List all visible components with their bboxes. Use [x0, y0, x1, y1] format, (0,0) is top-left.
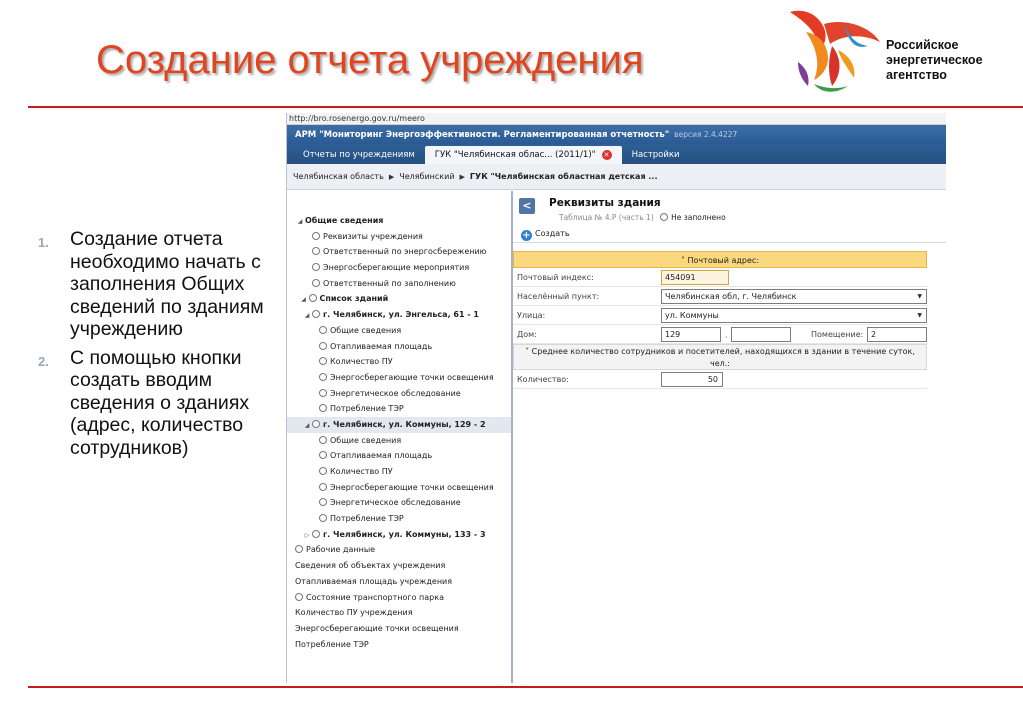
postal-index-label: Почтовый индекс: [517, 273, 594, 282]
tree-item-label: г. Челябинск, ул. Коммуны, 133 - 3 [323, 529, 486, 539]
status-radio-icon [312, 232, 320, 240]
step-number: 1. [38, 235, 49, 250]
tree-item-label: Энергетическое обследование [330, 388, 461, 398]
tree-item[interactable] [287, 401, 511, 417]
tree-item[interactable] [287, 417, 511, 433]
tree-item[interactable] [287, 433, 511, 449]
step-text: С помощью кнопки создать вводим сведения о зданиях (адрес, количество сотрудников) [70, 346, 250, 459]
status-radio-icon [319, 451, 327, 459]
instruction-step [38, 228, 270, 341]
app-title: АРМ "Мониторинг Энергоэффективности. Регламентированная отчетность" [295, 130, 670, 140]
dropdown-arrow-icon[interactable]: ▼ [917, 293, 922, 300]
staff-count-section[interactable] [513, 344, 927, 370]
tab-institution-reports[interactable] [293, 146, 425, 164]
breadcrumb-arrow-icon: ▶ [388, 173, 395, 181]
street-label: Улица: [517, 311, 546, 320]
slide-title: Создание отчета учреждения [96, 38, 644, 82]
status-radio-icon [295, 593, 303, 601]
tree-item-label: Отапливаемая площадь учреждения [295, 576, 453, 586]
tree-item-label: Общие сведения [330, 435, 402, 445]
tree-item[interactable] [287, 386, 511, 402]
tab-label: Настройки [631, 150, 680, 160]
house-input[interactable]: 129 [661, 327, 721, 342]
app-body [287, 191, 946, 683]
tree-item-label: Отапливаемая площадь [330, 451, 433, 461]
house-row [513, 325, 927, 344]
house-label: Дом: [517, 330, 537, 339]
tree-item-label: Энергосберегающие мероприятия [323, 263, 470, 273]
tree-item-label: Ответственный по заполнению [323, 278, 456, 288]
postal-address-section[interactable] [513, 251, 927, 268]
status-radio-icon [319, 342, 327, 350]
tree-item-label: Количество ПУ [330, 467, 393, 476]
breadcrumb-arrow-icon: ▶ [459, 173, 465, 181]
tree-item[interactable] [287, 448, 511, 464]
tree-item-label: Энергосберегающие точки освещения [295, 623, 459, 633]
expand-arrow-icon[interactable]: ◢ [297, 218, 303, 225]
tab-label: ГУК "Челябинская облас... (2011/1)" [434, 150, 596, 160]
status-radio-icon [319, 357, 327, 365]
tab-bar [287, 144, 946, 164]
street-value: ул. Коммуны [665, 311, 719, 320]
tree-item-label: Количество ПУ [330, 357, 393, 367]
status-radio-icon [312, 310, 320, 318]
tree-item-label: Энергетическое обследование [330, 498, 461, 508]
tree-item[interactable] [287, 213, 511, 229]
count-row [513, 370, 927, 389]
tree-item[interactable] [287, 323, 511, 339]
tree-item-label: Потребление ТЭР [295, 639, 369, 649]
tree-item[interactable] [287, 590, 511, 606]
postal-index-input[interactable]: 454091 [661, 270, 729, 285]
count-label: Количество: [517, 375, 569, 384]
tree-item[interactable] [287, 511, 511, 527]
breadcrumb-item[interactable]: Челябинская область [293, 172, 384, 181]
tree-item-label: г. Челябинск, ул. Коммуны, 129 - 2 [323, 419, 486, 429]
tab-label: Отчеты по учреждениям [303, 150, 415, 160]
tree-item-label: Энергосберегающие точки освещения [330, 482, 494, 492]
create-button[interactable] [513, 225, 946, 243]
back-button[interactable]: < [519, 198, 535, 214]
app-version: версия 2.4.4227 [674, 130, 738, 139]
tree-item-label: Потребление ТЭР [330, 514, 404, 524]
instruction-step [38, 347, 270, 460]
tree-item-label: Рабочие данные [306, 545, 376, 555]
tree-item-label: Общие сведения [305, 216, 384, 225]
building-details-panel [513, 191, 946, 683]
report-tree [287, 191, 513, 683]
expand-arrow-icon[interactable]: ◢ [301, 296, 306, 304]
panel-title: Реквизиты здания [549, 197, 661, 209]
tree-item-label: Энергосберегающие точки освещения [330, 372, 494, 382]
fill-status: Не заполнено [671, 213, 726, 222]
tree-item-label: Отапливаемая площадь [330, 341, 433, 351]
status-radio-icon [319, 483, 327, 491]
step-text: Создание отчета необходимо начать с заполнения Общих сведений по зданиям учреждению [70, 228, 264, 340]
expand-arrow-icon[interactable]: ◢ [304, 421, 310, 429]
instruction-list [38, 228, 270, 465]
tree-item[interactable] [287, 480, 511, 496]
room-label: Помещение: [811, 330, 864, 339]
tree-item-label: Ответственный по энергосбережению [323, 247, 487, 257]
tree-item-label: Реквизиты учреждения [323, 231, 423, 241]
app-screenshot [286, 113, 946, 683]
tree-item[interactable] [287, 370, 511, 386]
tree-item[interactable] [287, 542, 511, 558]
app-title-bar [287, 125, 946, 144]
status-radio-icon [312, 279, 320, 287]
breadcrumb-item[interactable]: Челябинский [399, 172, 455, 181]
tree-item[interactable] [287, 605, 511, 621]
tree-item-label: Сведения об объектах учреждения [295, 561, 446, 571]
breadcrumb-item-current: ГУК "Челябинская областная детская ... [469, 172, 658, 181]
tree-item[interactable] [287, 637, 511, 653]
status-radio-icon [319, 389, 327, 397]
status-radio-icon [312, 530, 320, 538]
dropdown-arrow-icon[interactable]: ▼ [917, 312, 922, 319]
building-input[interactable] [731, 327, 791, 342]
status-radio-icon [295, 545, 303, 553]
tree-item[interactable] [287, 464, 511, 480]
breadcrumb [287, 164, 946, 190]
panel-subtitle [559, 213, 726, 222]
tree-item[interactable] [287, 621, 511, 637]
tree-item[interactable] [287, 307, 511, 323]
status-radio-icon [312, 420, 320, 428]
expand-arrow-icon[interactable]: ◢ [304, 312, 310, 320]
status-radio-icon [319, 373, 327, 381]
status-radio-icon [319, 514, 327, 522]
locality-label: Населённый пункт: [517, 292, 600, 301]
status-radio-icon [319, 404, 327, 412]
tree-item[interactable] [287, 291, 511, 307]
tree-item[interactable] [287, 354, 511, 370]
bottom-divider [28, 686, 1023, 688]
status-radio-icon [319, 467, 327, 475]
locality-select[interactable] [661, 289, 927, 304]
agency-logo-text: Российское энергетическое агентство [886, 38, 983, 82]
locality-value: Челябинская обл, г. Челябинск [665, 292, 797, 301]
expand-arrow-icon[interactable]: ▷ [304, 531, 310, 539]
tree-item[interactable] [287, 495, 511, 511]
postal-index-row [513, 268, 927, 287]
tree-item-label: Количество ПУ учреждения [295, 608, 413, 618]
tree-item[interactable] [287, 276, 511, 292]
count-input[interactable]: 50 [661, 372, 723, 387]
tree-item[interactable] [287, 574, 511, 590]
tree-item[interactable] [287, 229, 511, 245]
locality-row [513, 287, 927, 306]
status-radio-icon [309, 294, 317, 302]
tree-item[interactable] [287, 244, 511, 260]
fill-status-radio[interactable] [660, 213, 668, 221]
status-radio-icon [312, 263, 320, 271]
top-divider [28, 106, 1023, 108]
tree-item-label: Общие сведения [330, 325, 402, 335]
tree-item-label: г. Челябинск, ул. Энгельса, 61 - 1 [323, 310, 479, 320]
collapse-icon: ˅ [680, 256, 688, 265]
status-radio-icon [319, 498, 327, 506]
tree-item[interactable] [287, 558, 511, 574]
table-number: Таблица № 4.Р (часть 1) [559, 213, 654, 222]
agency-logo [784, 4, 1020, 96]
tab-settings[interactable] [622, 146, 690, 164]
tab-current-report[interactable] [425, 146, 622, 164]
status-radio-icon [319, 326, 327, 334]
tree-item[interactable] [287, 260, 511, 276]
section-label: Среднее количество сотрудников и посетителей, находящихся в здании в течение суток, чел.: [531, 347, 915, 368]
section-label: Почтовый адрес: [687, 256, 760, 265]
url-bar[interactable]: http://bro.rosenergo.gov.ru/meero [287, 113, 946, 125]
tree-item[interactable] [287, 339, 511, 355]
tree-item-label: Состояние транспортного парка [306, 592, 444, 602]
room-input[interactable]: 2 [867, 327, 927, 342]
status-radio-icon [312, 247, 320, 255]
tree-item-label: Список зданий [319, 294, 389, 304]
collapse-icon: ˅ [525, 347, 532, 356]
close-tab-icon[interactable]: ✕ [602, 150, 612, 160]
bird-logo-icon [784, 4, 884, 96]
tree-item-label: Потребление ТЭР [330, 404, 404, 414]
street-select[interactable] [661, 308, 927, 323]
house-separator: , [725, 330, 728, 339]
status-radio-icon [319, 436, 327, 444]
plus-icon: + [522, 230, 531, 241]
panel-header [513, 191, 946, 225]
step-number: 2. [38, 353, 49, 369]
tree-item[interactable] [287, 527, 511, 543]
create-label: Создать [535, 229, 570, 238]
street-row [513, 306, 927, 325]
